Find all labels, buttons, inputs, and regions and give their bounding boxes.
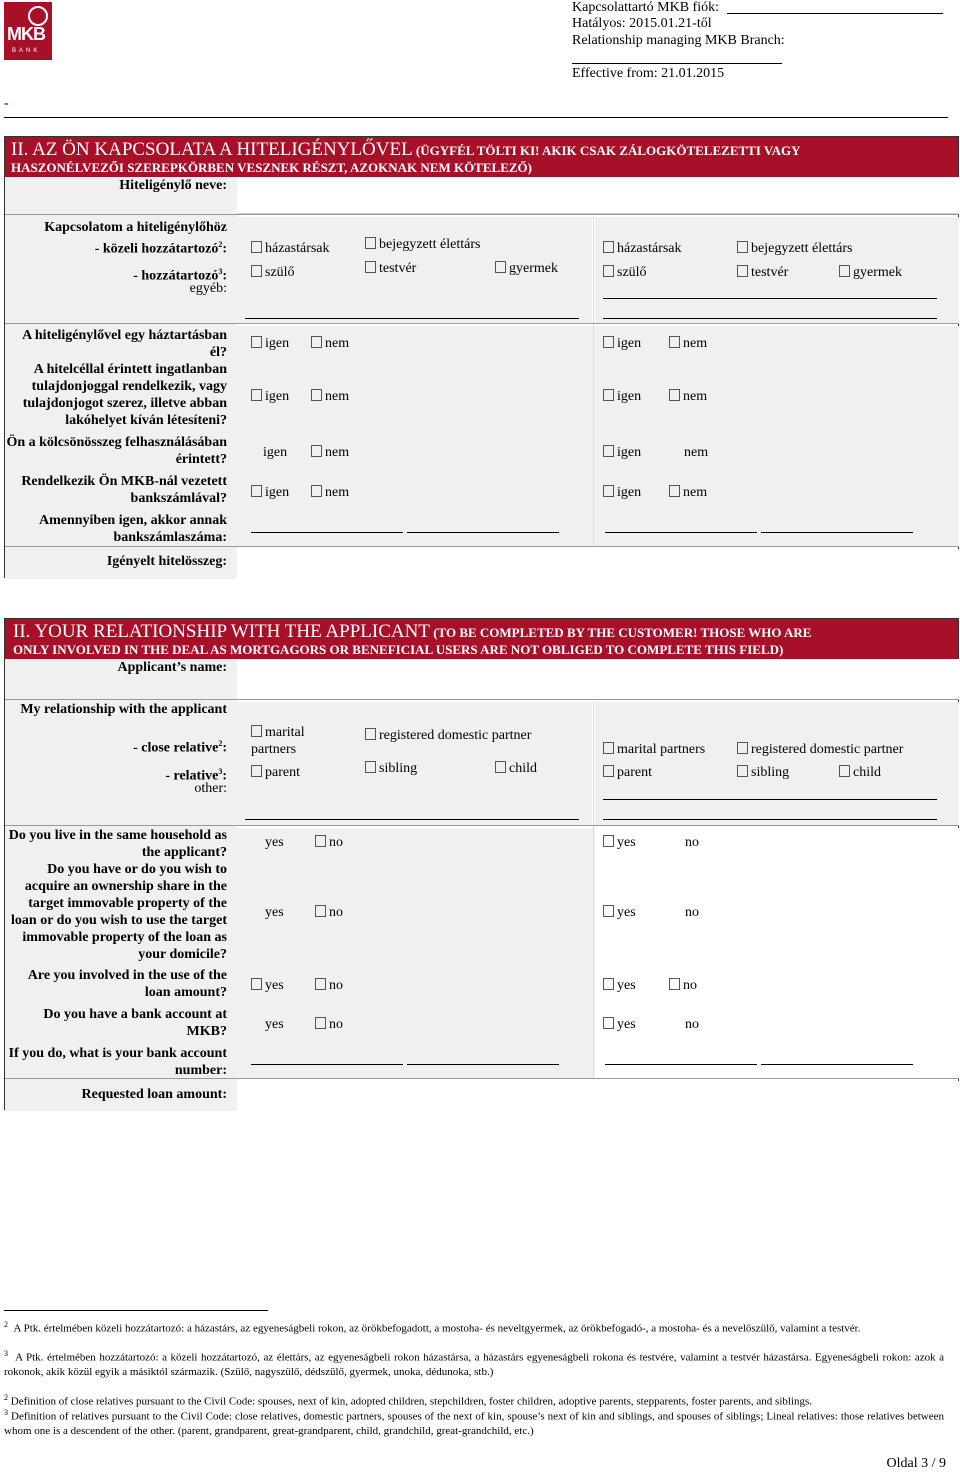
hu-q2-yes-2[interactable]: igen <box>603 389 641 405</box>
en-applicant-name-field[interactable] <box>237 659 959 699</box>
footnote-hu-3: $^3$ A Ptk. értelmében hozzátartozó: a közeli hozzátartozó, az élettárs, az egyeneságbeli rokon házastársa, a házastárs egyeneságbeli rokona és testvére, valamint a testvér házastársa. Egyeneságbeli rokon: azok a rokonok, akik közül egyik a másiktól származik. (Szülő, nagyszülő, dédszülő, gyermek, unoka, dédunoka, stb.) <box>4 1349 945 1378</box>
hu-loan-amount-field[interactable] <box>237 549 959 579</box>
hu-opt-parent-2[interactable]: szülő <box>603 265 647 281</box>
en-q3-yes-1[interactable]: yes <box>251 978 284 994</box>
en-q-household: Do you live in the same household as the applicant? <box>8 828 227 860</box>
checkbox-icon <box>315 978 326 990</box>
en-section-title: II. YOUR RELATIONSHIP WITH THE APPLICANT <box>13 621 430 642</box>
hu-q4-no-2[interactable]: nem <box>669 485 707 501</box>
en-section-note-2: ONLY INVOLVED IN THE DEAL AS MORTGAGORS OR BENEFICIAL USERS ARE NOT OBLIGED TO COMPLETE THIS FIELD) <box>13 642 784 657</box>
checkbox-icon <box>669 389 680 401</box>
checkbox-icon <box>251 725 262 737</box>
checkbox-icon <box>251 265 262 277</box>
en-opt-sibling-2[interactable]: sibling <box>737 765 789 781</box>
hu-q-account-number: Amennyiben igen, akkor annak bankszámlaszáma: <box>38 513 227 545</box>
checkbox-icon <box>603 765 614 777</box>
en-relative-label: - relative$^3$: <box>165 767 227 784</box>
checkbox-icon <box>311 485 322 497</box>
hu-relative-label: - hozzátartozó$^3$: <box>133 267 227 284</box>
hu-opt-parent-1[interactable]: szülő <box>251 265 295 281</box>
en-opt-marital-1[interactable]: marital <box>251 725 305 741</box>
checkbox-icon <box>737 241 748 253</box>
hu-q3-yes-1[interactable]: igen <box>263 445 288 460</box>
en-q4-yes-1[interactable]: yes <box>265 1017 284 1032</box>
en-opt-sibling-1[interactable]: sibling <box>365 761 417 777</box>
hu-section-title: II. AZ ÖN KAPCSOLATA A HITELIGÉNYLŐVEL <box>11 139 413 160</box>
footnote-en-2: $^2$ Definition of close relatives pursuant to the Civil Code: spouses, next of kin, adopted children, stepchildren, foster children, adoptive parents, stepparents, foster parents, and siblings. <box>4 1393 813 1408</box>
checkbox-icon <box>251 241 262 253</box>
checkbox-icon <box>669 485 680 497</box>
checkbox-icon <box>495 761 506 773</box>
effective-date-hu: Hatályos: 2015.01.21-től <box>572 16 712 31</box>
en-q2-yes-1[interactable]: yes <box>265 905 284 920</box>
hu-opt-partner-1[interactable]: bejegyzett élettárs <box>365 237 480 253</box>
en-q-property: Do you have or do you wish to acquire an ownership share in the target immovable property of the loan or do you wish to use the target immovable property of the loan as your domicile? <box>11 862 227 962</box>
hu-q3-yes-2[interactable]: igen <box>603 445 641 461</box>
checkbox-icon <box>669 336 680 348</box>
checkbox-icon <box>603 905 614 917</box>
en-q1-yes-2[interactable]: yes <box>603 835 636 851</box>
en-q2-yes-2[interactable]: yes <box>603 905 636 921</box>
checkbox-icon <box>251 765 262 777</box>
en-opt-parent-2[interactable]: parent <box>603 765 652 781</box>
logo-subtext: BANK <box>12 48 41 54</box>
hu-opt-child-2[interactable]: gyermek <box>839 265 902 281</box>
footnote-hu-2: $^2$ A Ptk. értelmében közeli hozzátartozó: a házastárs, az egyeneságbeli rokon, az örökbefogadott, a mostoha- és neveltgyermek, az örökbefogadó-, a mostoha- és a nevelőszülő, valamint a testvér. <box>4 1320 861 1335</box>
en-other-label: other: <box>194 781 227 796</box>
hu-opt-sibling-2[interactable]: testvér <box>737 265 788 281</box>
checkbox-icon <box>603 336 614 348</box>
checkbox-icon <box>603 742 614 754</box>
page-number: Oldal 3 / 9 <box>886 1456 946 1471</box>
hu-q1-yes-1[interactable]: igen <box>251 336 289 352</box>
en-q1-no-1[interactable]: no <box>315 835 343 851</box>
hu-other-label: egyéb: <box>189 281 227 296</box>
checkbox-icon <box>603 445 614 457</box>
hu-q-loan-amount: Igényelt hitelösszeg: <box>106 554 227 569</box>
dash-marker: - <box>4 96 9 111</box>
hu-opt-sibling-1[interactable]: testvér <box>365 261 416 277</box>
checkbox-icon <box>603 389 614 401</box>
hu-applicant-name-label: Hiteligénylő neve: <box>119 178 227 193</box>
checkbox-icon <box>365 237 376 249</box>
en-opt-partner-1[interactable]: registered domestic partner <box>365 728 531 744</box>
en-q1-yes-1[interactable]: yes <box>265 835 284 850</box>
hu-q-loan-use: Ön a kölcsönösszeg felhasználásában érintett? <box>6 435 227 467</box>
en-close-relative-label: - close relative$^2$: <box>133 739 227 756</box>
logo-text: MKB <box>7 24 45 44</box>
en-opt-marital-2[interactable]: marital partners <box>603 742 705 758</box>
hu-q1-no-2[interactable]: nem <box>669 336 707 352</box>
hu-section-note-2: HASZONÉLVEZŐI SZEREPKÖRBEN VESZNEK RÉSZT, AZOKNAK NEM KÖTELEZŐ) <box>11 160 532 175</box>
en-q2-no-2[interactable]: no <box>685 905 699 920</box>
en-loan-amount-field[interactable] <box>237 1081 959 1111</box>
checkbox-icon <box>251 485 262 497</box>
en-q4-no-2[interactable]: no <box>685 1017 699 1032</box>
hu-q3-no-2[interactable]: nem <box>684 445 709 460</box>
checkbox-icon <box>251 978 262 990</box>
branch-label-en: Relationship managing MKB Branch: <box>572 33 785 48</box>
en-q-bank-account: Do you have a bank account at MKB? <box>43 1007 227 1039</box>
checkbox-icon <box>251 389 262 401</box>
en-q4-no-1[interactable]: no <box>315 1017 343 1033</box>
logo-emblem-icon <box>28 6 48 26</box>
hu-relationship-section <box>4 136 959 578</box>
en-q3-yes-2[interactable]: yes <box>603 978 636 994</box>
branch-label-hu: Kapcsolattartó MKB fiók: <box>572 0 719 15</box>
hu-q-household: A hiteligénylővel egy háztartásban él? <box>22 328 227 360</box>
hu-q4-no-1[interactable]: nem <box>311 485 349 501</box>
hu-q1-no-1[interactable]: nem <box>311 336 349 352</box>
en-q4-yes-2[interactable]: yes <box>603 1017 636 1033</box>
checkbox-icon <box>365 728 376 740</box>
checkbox-icon <box>315 835 326 847</box>
checkbox-icon <box>311 445 322 457</box>
checkbox-icon <box>495 261 506 273</box>
checkbox-icon <box>603 978 614 990</box>
en-opt-parent-1[interactable]: parent <box>251 765 300 781</box>
checkbox-icon <box>737 765 748 777</box>
checkbox-icon <box>315 905 326 917</box>
hu-opt-child-1[interactable]: gyermek <box>495 261 558 277</box>
checkbox-icon <box>737 265 748 277</box>
hu-q2-no-1[interactable]: nem <box>311 389 349 405</box>
en-q3-no-2[interactable]: no <box>669 978 697 994</box>
en-opt-partner-2[interactable]: registered domestic partner <box>737 742 903 758</box>
hu-opt-spouses-1[interactable]: házastársak <box>251 241 330 257</box>
en-relationship-label: My relationship with the applicant <box>20 702 227 717</box>
hu-q2-no-2[interactable]: nem <box>669 389 707 405</box>
checkbox-icon <box>365 261 376 273</box>
en-q-loan-use: Are you involved in the use of the loan amount? <box>27 968 227 1000</box>
checkbox-icon <box>669 978 680 990</box>
hu-section-note: (ÜGYFÉL TÖLTI KI! AKIK CSAK ZÁLOGKÖTELEZETTI VAGY <box>412 143 801 158</box>
checkbox-icon <box>603 265 614 277</box>
hu-q4-yes-1[interactable]: igen <box>251 485 289 501</box>
checkbox-icon <box>315 1017 326 1029</box>
en-applicant-name-label: Applicant’s name: <box>117 660 227 675</box>
hu-q2-yes-1[interactable]: igen <box>251 389 289 405</box>
hu-q-bank-account: Rendelkezik Ön MKB-nál vezetett bankszámlával? <box>21 474 227 506</box>
checkbox-icon <box>603 835 614 847</box>
en-opt-partners-1-cont: partners <box>251 742 297 757</box>
checkbox-icon <box>603 485 614 497</box>
effective-date-en: Effective from: 21.01.2015 <box>572 66 725 81</box>
checkbox-icon <box>311 389 322 401</box>
en-opt-child-1[interactable]: child <box>495 761 537 777</box>
hu-q3-no-1[interactable]: nem <box>311 445 349 461</box>
en-relationship-section <box>4 618 959 1110</box>
en-section-note: (TO BE COMPLETED BY THE CUSTOMER! THOSE WHO ARE <box>429 625 812 640</box>
checkbox-icon <box>603 241 614 253</box>
hu-close-relative-label: - közeli hozzátartozó$^2$: <box>94 240 227 257</box>
en-opt-child-2[interactable]: child <box>839 765 881 781</box>
en-q1-no-2[interactable]: no <box>685 835 699 850</box>
checkbox-icon <box>839 765 850 777</box>
hu-relationship-label: Kapcsolatom a hiteligénylőhöz <box>44 220 227 235</box>
hu-opt-partner-2[interactable]: bejegyzett élettárs <box>737 241 852 257</box>
checkbox-icon <box>365 761 376 773</box>
checkbox-icon <box>737 742 748 754</box>
hu-q4-yes-2[interactable]: igen <box>603 485 641 501</box>
en-q3-no-1[interactable]: no <box>315 978 343 994</box>
checkbox-icon <box>251 336 262 348</box>
footnote-en-3: $^3$ Definition of relatives pursuant to the Civil Code: close relatives, domestic partners, spouses of the next of kin, spouse’s next of kin and siblings, and spouses of siblings; Lineal relatives: those relatives between whom one is a descendent of the other. (parent, grandparent, great-grandparent, child, grandchild, great-grandchild, etc.) <box>4 1408 945 1437</box>
checkbox-icon <box>839 265 850 277</box>
hu-opt-spouses-2[interactable]: házastársak <box>603 241 682 257</box>
en-q-loan-amount: Requested loan amount: <box>81 1087 227 1102</box>
hu-q1-yes-2[interactable]: igen <box>603 336 641 352</box>
hu-q-property: A hitelcéllal érintett ingatlanban tulajdonjoggal rendelkezik, vagy tulajdonjogot szerez, illetve abban lakóhelyet kíván létesíteni? <box>22 362 227 428</box>
en-q2-no-1[interactable]: no <box>315 905 343 921</box>
checkbox-icon <box>311 336 322 348</box>
hu-applicant-name-field[interactable] <box>237 177 959 214</box>
checkbox-icon <box>603 1017 614 1029</box>
mkb-logo <box>4 2 52 60</box>
en-q-account-number: If you do, what is your bank account number: <box>8 1046 227 1078</box>
